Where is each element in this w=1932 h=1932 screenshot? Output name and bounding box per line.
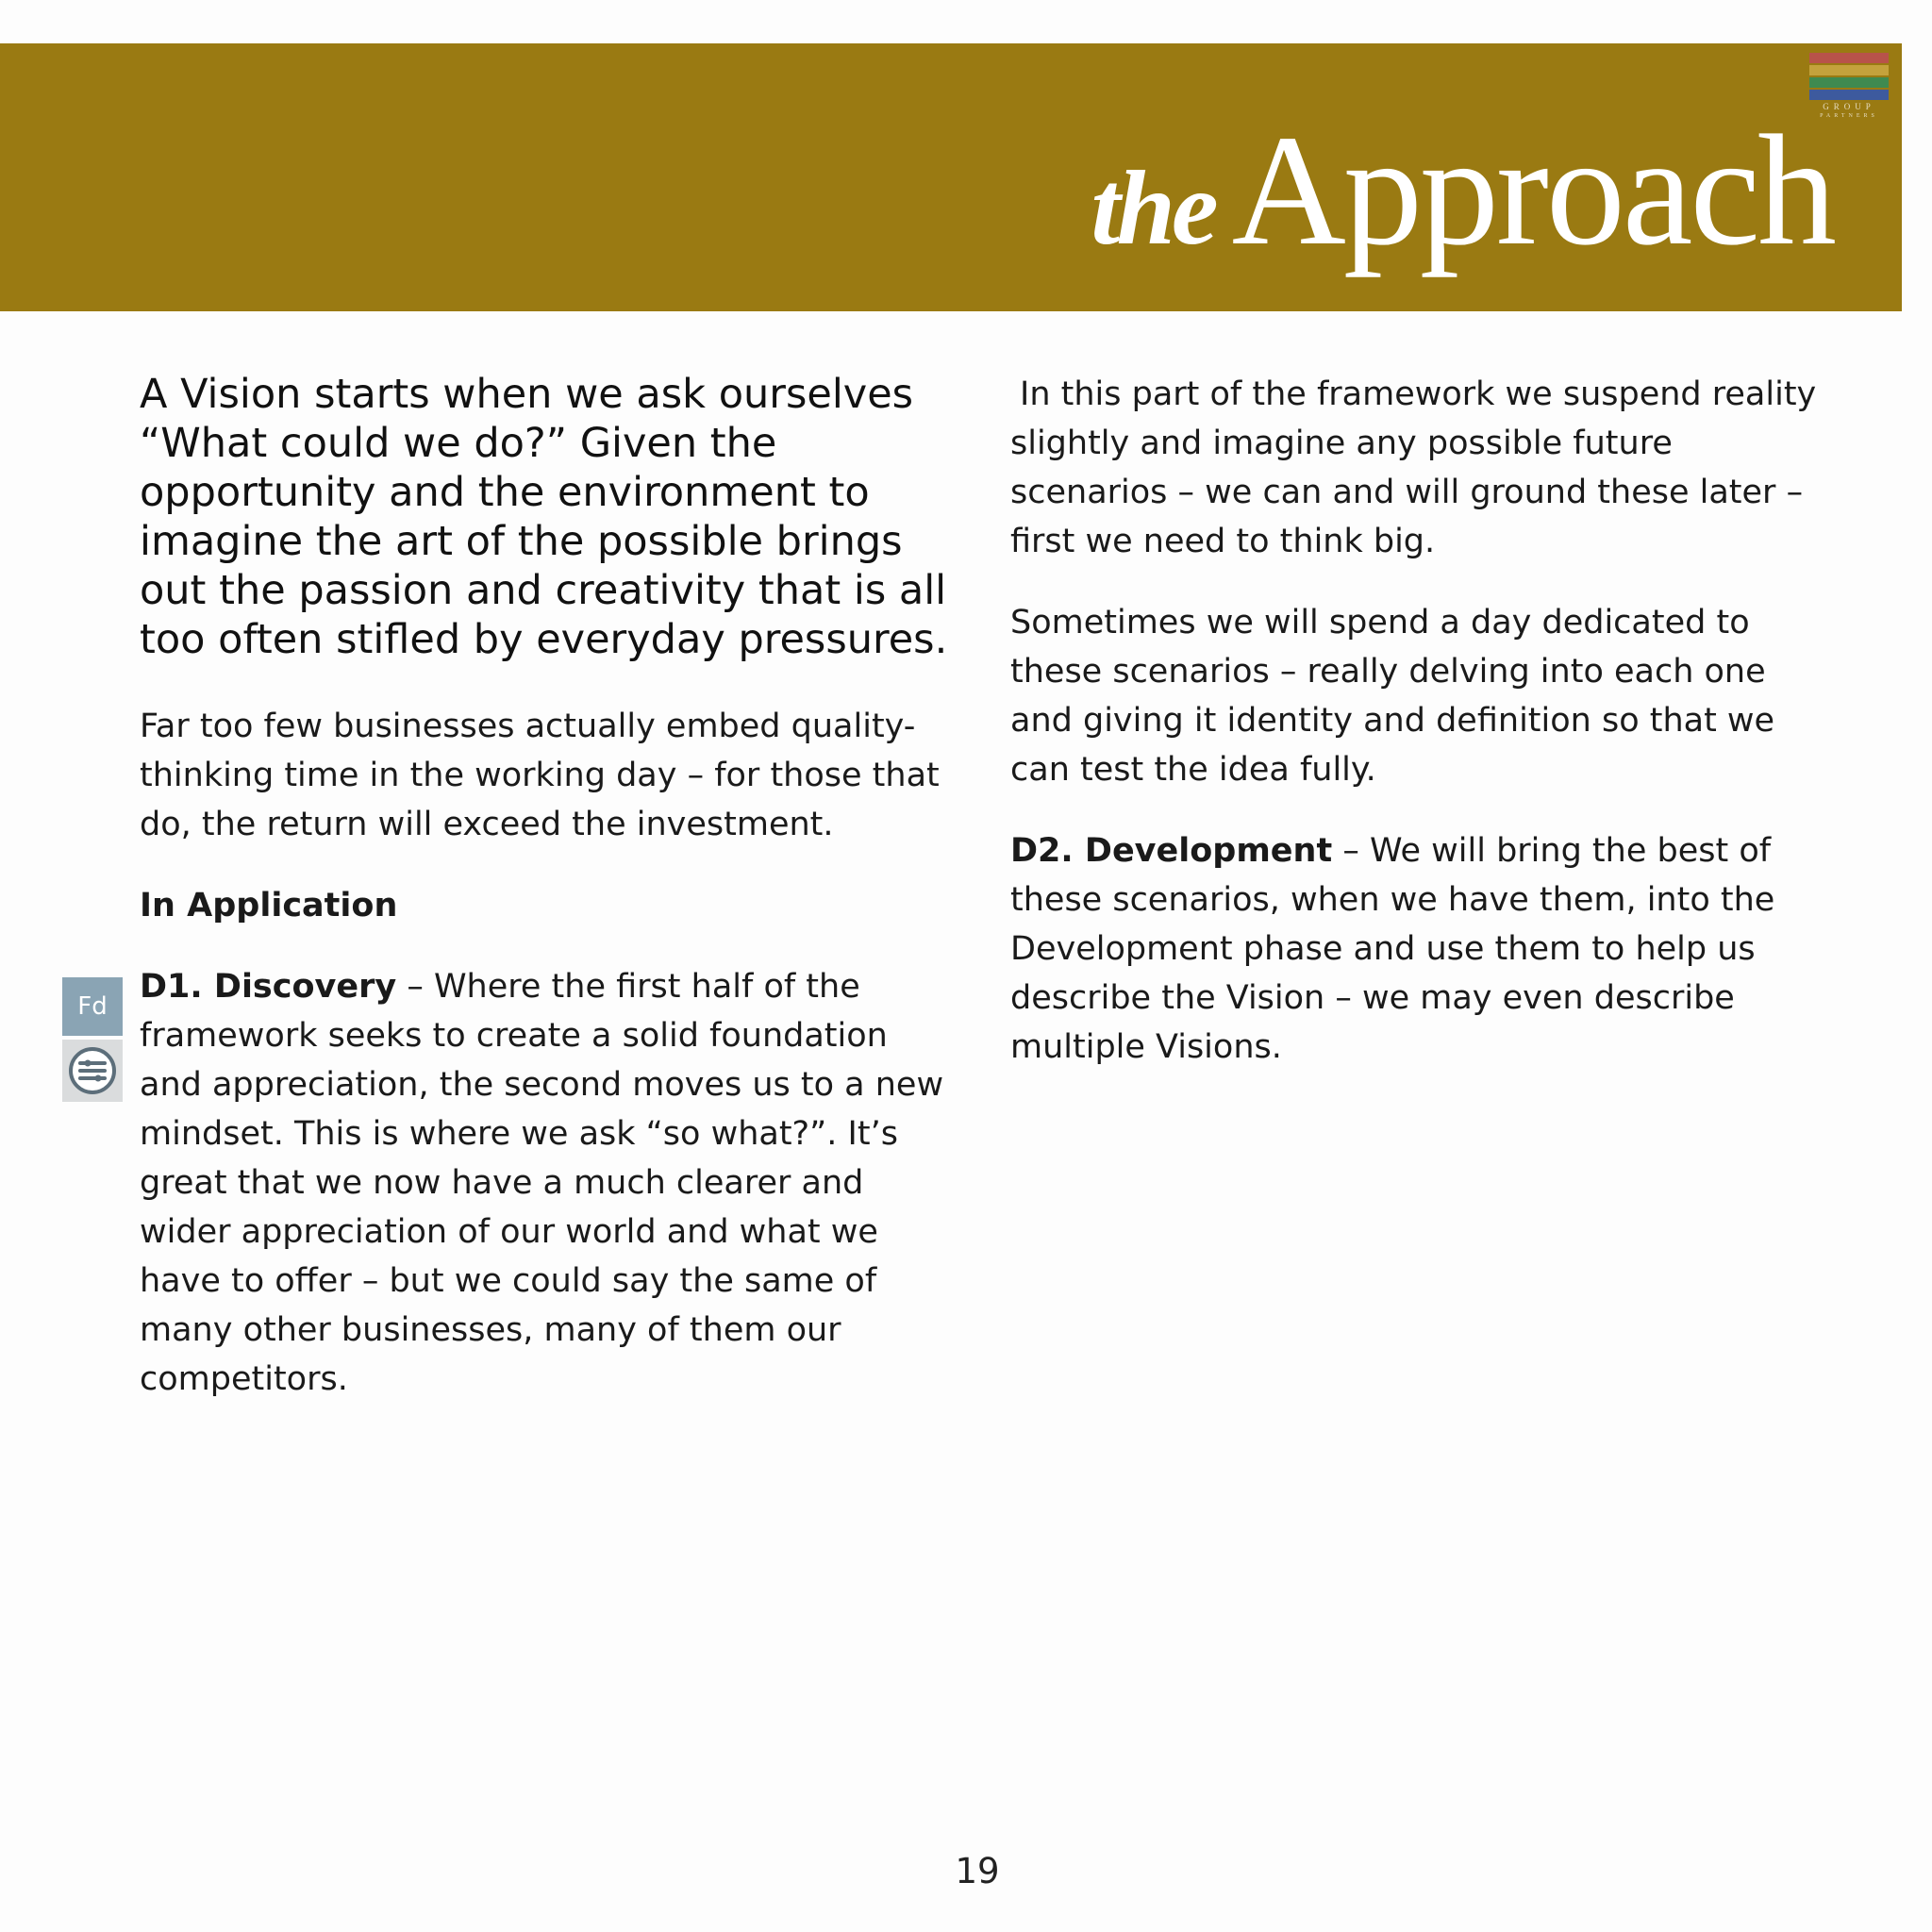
- logo-text-group: GROUP: [1823, 102, 1875, 111]
- discovery-label: D1. Discovery: [140, 968, 397, 1006]
- in-application-heading: In Application: [140, 887, 398, 924]
- scenarios-paragraph: Sometimes we will spend a day dedicated to these scenarios – really delving into each one and giving it identity and definition so that we can test the idea fully.: [1010, 604, 1775, 789]
- development-text: – We will bring the best of these scenarios, when we have them, into the Development phase and use them to help us describe the Vision – we may even describe multiple Visions.: [1010, 832, 1775, 1066]
- lead-paragraph: A Vision starts when we ask ourselves “What could we do?” Given the opportunity and the environment to imagine the art of the possible brings out the passion and creativity that is all too often stifled by everyday pressures.: [140, 371, 948, 663]
- logo-stripe-green: [1809, 77, 1889, 88]
- left-column: [140, 370, 951, 1436]
- intro-paragraph: Far too few businesses actually embed quality-thinking time in the working day – for those that do, the return will exceed the investment.: [140, 708, 940, 843]
- sliders-button[interactable]: [62, 1040, 123, 1102]
- framework-paragraph: In this part of the framework we suspend reality slightly and imagine any possible future scenarios – we can and will ground these later – first we need to think big.: [1010, 375, 1817, 560]
- logo-stripe-red: [1809, 53, 1889, 63]
- development-paragraph: [1010, 826, 1822, 1072]
- page-title-the: the: [1091, 150, 1215, 267]
- logo-stripe-blue: [1809, 90, 1889, 100]
- discovery-text: – Where the first half of the framework seeks to create a solid foundation and appreciation, the second moves us to a new mindset. This is where we ask “so what?”. It’s great that we now have a much clearer and wider appreciation of our world and what we have to offer – but we could say the same of many other businesses, many of them our competitors.: [140, 968, 944, 1398]
- discovery-paragraph: [140, 962, 951, 1404]
- side-widget[interactable]: [62, 977, 123, 1102]
- development-label: D2. Development: [1010, 832, 1333, 870]
- logo-text-partners: PARTNERS: [1820, 113, 1878, 119]
- sliders-icon: [67, 1045, 118, 1096]
- fd-badge[interactable]: Fd: [62, 977, 123, 1036]
- logo-stripe-gold: [1809, 65, 1889, 75]
- page-number: 19: [955, 1851, 1000, 1891]
- right-column: [1010, 370, 1822, 1104]
- page-title: [1091, 103, 1834, 278]
- page-title-approach: Approach: [1231, 103, 1834, 278]
